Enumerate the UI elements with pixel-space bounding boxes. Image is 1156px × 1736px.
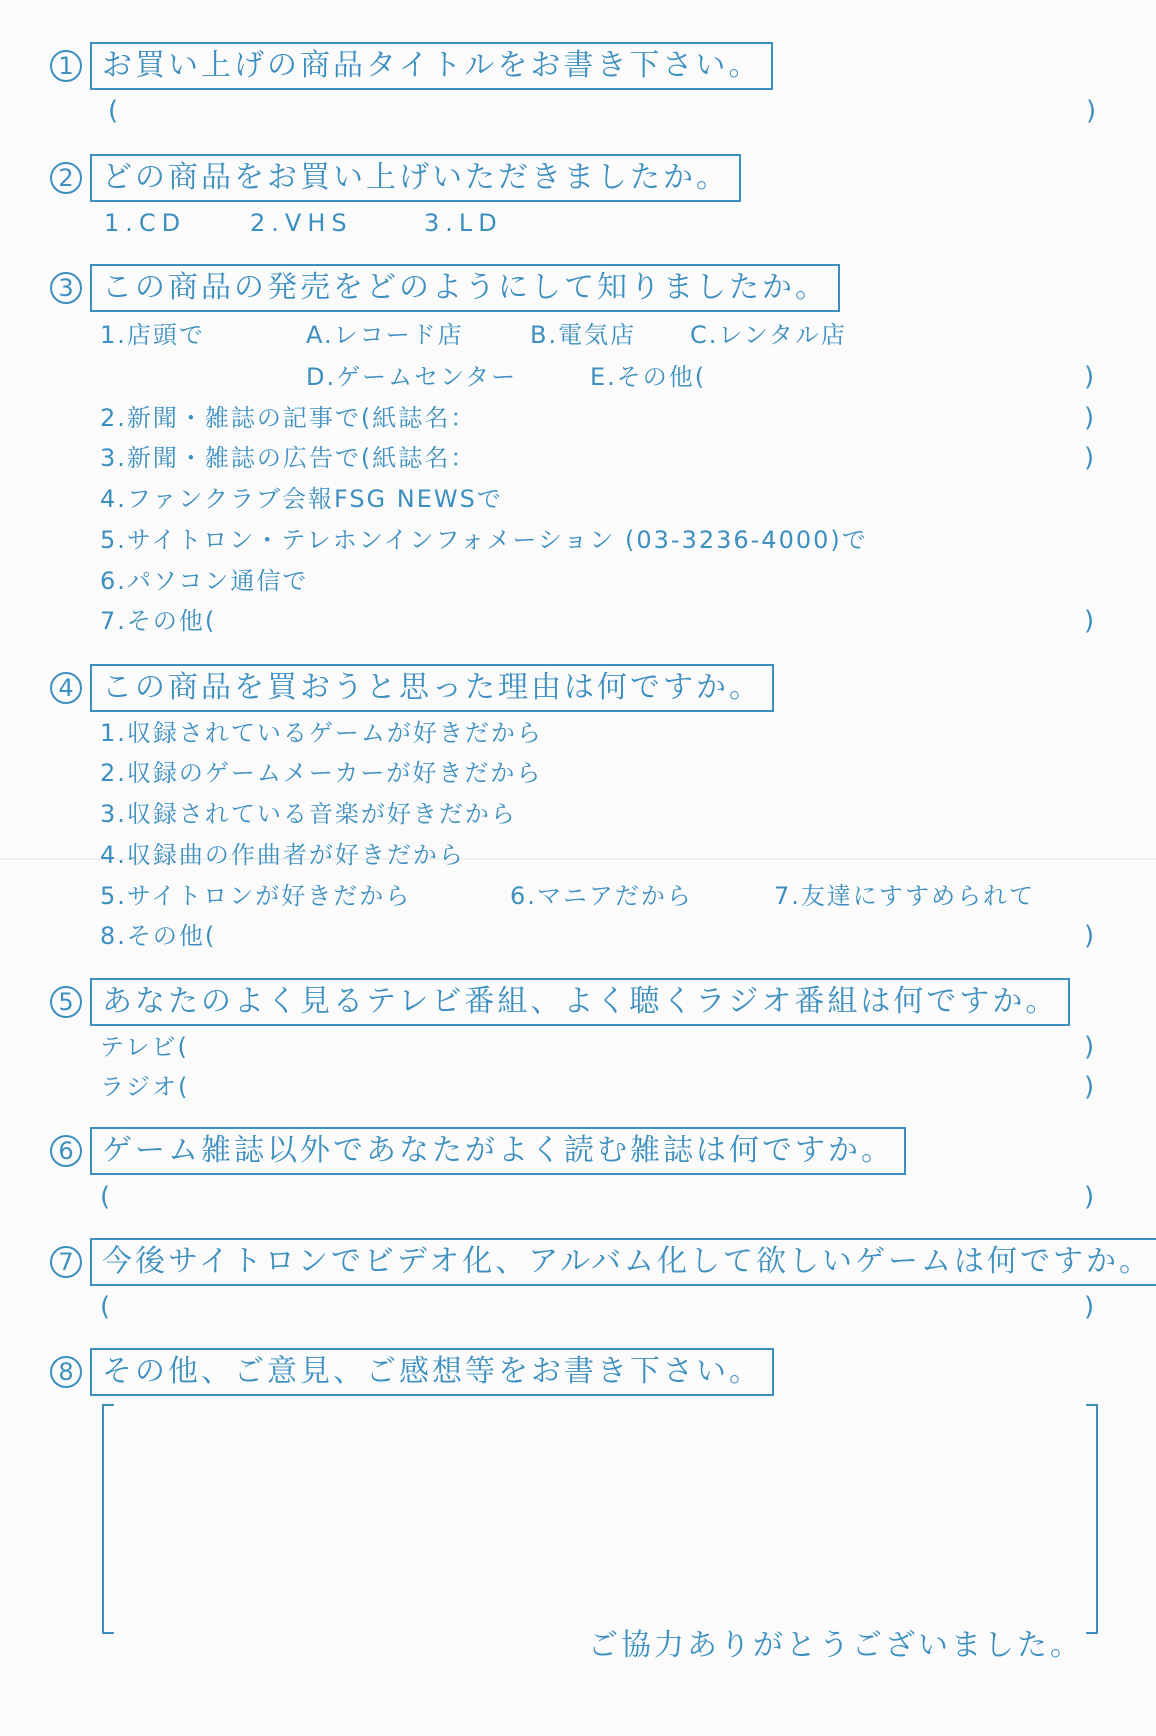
comment-box-right-bracket <box>1086 1404 1098 1634</box>
question-3 <box>50 264 840 312</box>
question-text: その他、ご意見、ご感想等をお書き下さい。 <box>90 1348 774 1396</box>
question-text: この商品を買おうと思った理由は何ですか。 <box>90 664 774 712</box>
q5-tv-label: テレビ( <box>100 1033 189 1061</box>
comment-box-left-bracket <box>102 1404 114 1634</box>
question-number: 6 <box>50 1135 82 1167</box>
question-text: あなたのよく見るテレビ番組、よく聴くラジオ番組は何ですか。 <box>90 978 1070 1026</box>
question-number: 7 <box>50 1246 82 1278</box>
answer-open-paren: ( <box>108 96 119 126</box>
q3-option-7: 7.その他( <box>100 607 217 635</box>
close-paren: ) <box>1084 362 1095 392</box>
q3-option-2: 2.新聞・雑誌の記事で(紙誌名： <box>100 404 477 432</box>
answer-close-paren: ) <box>1084 1182 1095 1212</box>
question-7 <box>50 1238 1156 1286</box>
question-text: どの商品をお買い上げいただきましたか。 <box>90 154 741 202</box>
thanks-message: ご協力ありがとうございました。 <box>588 1628 1083 1663</box>
q4-option-3: 3.収録されている音楽が好きだから <box>100 800 517 828</box>
q3-option-1a: A.レコード店 <box>306 321 464 349</box>
close-paren: ) <box>1084 606 1095 636</box>
q4-option-5: 5.サイトロンが好きだから <box>100 882 412 910</box>
close-paren: ) <box>1084 1072 1095 1102</box>
q3-option-3: 3.新聞・雑誌の広告で(紙誌名： <box>100 444 477 472</box>
q4-option-7: 7.友達にすすめられて <box>774 882 1036 910</box>
q3-option-5: 5.サイトロン・テレホンインフォメーション (03-3236-4000)で <box>100 526 868 554</box>
answer-open-paren: ( <box>100 1292 111 1322</box>
close-paren: ) <box>1084 443 1095 473</box>
q4-option-1: 1.収録されているゲームが好きだから <box>100 719 543 747</box>
question-6 <box>50 1127 906 1175</box>
option-vhs: 2.VHS <box>250 209 353 237</box>
question-number: 3 <box>50 272 82 304</box>
q3-option-1d: D.ゲームセンター <box>306 363 518 391</box>
question-1 <box>50 42 773 90</box>
answer-close-paren: ) <box>1086 96 1097 126</box>
question-5 <box>50 978 1070 1026</box>
question-4 <box>50 664 774 712</box>
q4-option-2: 2.収録のゲームメーカーが好きだから <box>100 759 543 787</box>
question-8 <box>50 1348 774 1396</box>
q4-option-8: 8.その他( <box>100 922 217 950</box>
q3-option-6: 6.パソコン通信で <box>100 567 309 595</box>
q3-option-1c: C.レンタル店 <box>690 321 847 349</box>
question-number: 1 <box>50 50 82 82</box>
question-number: 4 <box>50 672 82 704</box>
question-text: ゲーム雑誌以外であなたがよく読む雑誌は何ですか。 <box>90 1127 906 1175</box>
q4-option-6: 6.マニアだから <box>510 882 693 910</box>
q4-option-4: 4.収録曲の作曲者が好きだから <box>100 841 465 869</box>
answer-close-paren: ) <box>1084 1292 1095 1322</box>
q3-option-4: 4.ファンクラブ会報FSG NEWSで <box>100 485 503 513</box>
question-2 <box>50 154 741 202</box>
option-ld: 3.LD <box>424 209 503 237</box>
answer-open-paren: ( <box>100 1182 111 1212</box>
question-number: 8 <box>50 1356 82 1388</box>
question-text: 今後サイトロンでビデオ化、アルバム化して欲しいゲームは何ですか。 <box>90 1238 1156 1286</box>
question-number: 5 <box>50 986 82 1018</box>
close-paren: ) <box>1084 1032 1095 1062</box>
question-text: この商品の発売をどのようにして知りましたか。 <box>90 264 840 312</box>
close-paren: ) <box>1084 921 1095 951</box>
q3-option-1: 1.店頭で <box>100 321 205 349</box>
question-number: 2 <box>50 162 82 194</box>
q3-option-1e: E.その他( <box>590 363 707 391</box>
close-paren: ) <box>1084 403 1095 433</box>
question-text: お買い上げの商品タイトルをお書き下さい。 <box>90 42 773 90</box>
q5-radio-label: ラジオ( <box>100 1073 190 1101</box>
option-cd: 1.CD <box>104 209 187 237</box>
q3-option-1b: B.電気店 <box>530 321 637 349</box>
